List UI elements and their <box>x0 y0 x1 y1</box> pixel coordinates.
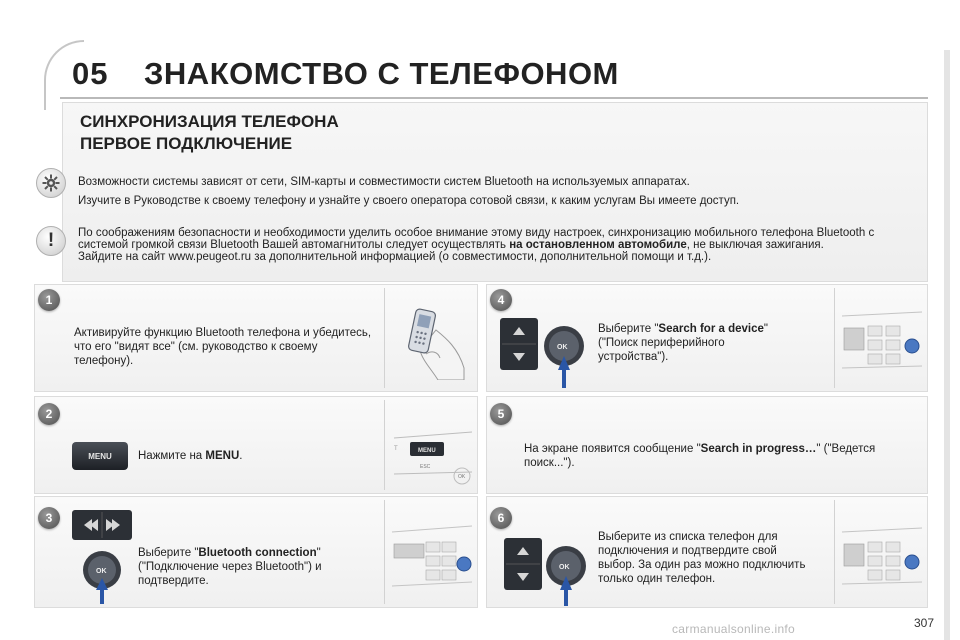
step-6-divider <box>834 500 835 604</box>
svg-text:OK: OK <box>458 474 466 480</box>
step-4-text-bold: Search for a device <box>658 323 764 335</box>
step-6-text: Выберите из списка телефон для подключения и подтвердите свой выбор. За один раз можно подключить только один телефон. <box>598 531 806 585</box>
step-5-badge: 5 <box>490 403 512 425</box>
step-5-text <box>524 442 924 470</box>
section-title: СИНХРОНИЗАЦИЯ ТЕЛЕФОНА <box>80 112 339 131</box>
step-6-ok-label: OK <box>559 564 570 571</box>
phone-in-hand-illustration <box>398 300 468 380</box>
step-5-text-bold: Search in progress… <box>700 443 817 455</box>
page-number: 307 <box>913 616 934 630</box>
step-6-badge: 6 <box>490 507 512 529</box>
radio-panel-illustration-3 <box>390 516 474 596</box>
step-2-divider <box>384 400 385 490</box>
step-1-divider <box>384 288 385 388</box>
step-4-badge: 4 <box>490 289 512 311</box>
warning-text-bold: на остановленном автомобиле <box>509 239 687 252</box>
seek-buttons-image <box>70 508 134 544</box>
step-3-text-part1: Выберите " <box>138 547 199 559</box>
step-1-text: Активируйте функцию Bluetooth телефона и убедитесь, что его "видят все" (см. руководство к своему телефону). <box>74 327 372 367</box>
step-3-text-part2: " ("Подключение через Bluetooth") и подтвердите. <box>138 547 322 587</box>
ok-knob-image <box>80 548 124 604</box>
warning-icon: ! <box>36 226 66 256</box>
step-4-text-part2: " ("Поиск периферийного устройства"). <box>598 323 768 363</box>
step-3-ok-label: OK <box>96 568 107 575</box>
warning-website-line: Зайдите на сайт www.peugeot.ru за дополнительной информацией (о совместимости, дополнительной помощи и т.д.). <box>78 251 712 264</box>
step-3-divider <box>384 500 385 604</box>
radio-panel-illustration-6 <box>840 522 924 594</box>
info-text-line2: Изучите в Руководстве к своему телефону и узнайте у своего оператора сотовой связи, к каким услугам Вы имеете доступ. <box>78 195 740 207</box>
watermark: carmanualsonline.info <box>672 622 796 636</box>
gear-icon <box>36 168 66 198</box>
step-3-text <box>138 546 370 588</box>
step-2-text-bold: MENU <box>205 450 240 462</box>
menu-button-label: MENU <box>88 451 112 461</box>
step-3-text-bold: Bluetooth connection <box>198 547 317 559</box>
step-4-text-part1: Выберите " <box>598 323 659 335</box>
section-subtitle: ПЕРВОЕ ПОДКЛЮЧЕНИЕ <box>80 134 293 153</box>
warning-text-part2: , не выключая зажигания. <box>686 239 824 252</box>
step-2-text <box>138 449 378 463</box>
warning-text <box>78 227 923 264</box>
ok-knob-with-arrow-6 <box>542 544 592 606</box>
step-5-text-part2: " ("Ведется поиск..."). <box>524 443 876 469</box>
step-4-text <box>598 322 798 364</box>
chapter-number: 05 <box>72 56 109 91</box>
ok-knob-with-arrow-4 <box>540 324 590 388</box>
step-4-ok-label: OK <box>557 344 568 351</box>
step-4-divider <box>834 288 835 388</box>
header-divider <box>60 97 928 99</box>
radio-panel-illustration-4 <box>840 306 924 378</box>
page-edge-stripe <box>944 50 950 640</box>
dashboard-menu-illustration <box>392 414 474 486</box>
page-title: ЗНАКОМСТВО С ТЕЛЕФОНОМ <box>144 56 619 91</box>
step-1-badge: 1 <box>38 289 60 311</box>
up-down-buttons-image-6 <box>502 536 544 592</box>
step-5-text-part1: На экране появится сообщение " <box>524 443 701 455</box>
menu-button-image <box>72 442 128 470</box>
step-2-badge: 2 <box>38 403 60 425</box>
step-2-text-part2: . <box>239 450 243 462</box>
svg-text:T: T <box>394 446 398 452</box>
step-2-text-part1: Нажмите на <box>138 450 206 462</box>
up-down-buttons-image <box>498 316 540 372</box>
svg-text:ESC: ESC <box>420 464 431 470</box>
step-3-badge: 3 <box>38 507 60 529</box>
warning-text-part1: По соображениям безопасности и необходимости уделить особое внимание этому виду настроек, синхронизацию мобильного телефона Bluetooth с системой громкой связи Bluetooth Вашей автомагнитолы следует осуществлять <box>78 227 875 252</box>
info-text-line1: Возможности системы зависят от сети, SIM-карты и совместимости систем Bluetooth на используемых аппаратах. <box>78 176 690 188</box>
svg-text:MENU: MENU <box>418 448 436 454</box>
